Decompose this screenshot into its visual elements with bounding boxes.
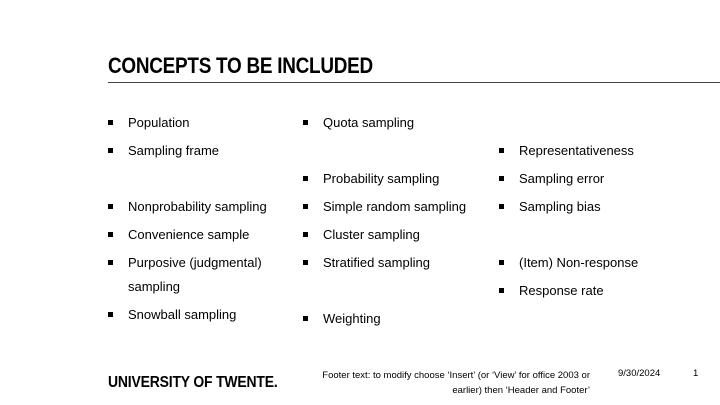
bullet-icon [108, 312, 113, 317]
slide-title: CONCEPTS TO BE INCLUDED [108, 53, 373, 78]
bullet-icon [499, 176, 504, 181]
list-item-label: Snowball sampling [128, 307, 237, 322]
bullet-icon [303, 232, 308, 237]
bullet-icon [499, 288, 504, 293]
list-item-label: Probability sampling [323, 171, 440, 186]
list-item-label: Quota sampling [323, 115, 415, 130]
bullet-icon [108, 148, 113, 153]
page-number: 1 [693, 368, 699, 379]
university-logo: UNIVERSITY OF TWENTE. [108, 374, 278, 391]
bullet-icon [499, 148, 504, 153]
bullet-icon [303, 204, 308, 209]
list-item-label: Weighting [323, 311, 381, 326]
footer-date: 9/30/2024 [618, 368, 661, 379]
footer-text [322, 368, 590, 398]
bullet-icon [303, 176, 308, 181]
list-item-label: Purposive (judgmental) [128, 255, 262, 270]
list-item-label: Simple random sampling [323, 199, 467, 214]
list-item-label: Convenience sample [128, 227, 250, 242]
list-item-label: Response rate [519, 283, 604, 298]
list-item-label: Cluster sampling [323, 227, 420, 242]
bullet-icon [303, 120, 308, 125]
footer-text-line: Footer text: to modify choose ‘Insert’ (or ‘View’ for office 2003 or [322, 370, 590, 381]
list-item-label: Nonprobability sampling [128, 199, 267, 214]
bullet-icon [108, 232, 113, 237]
title-divider [108, 82, 720, 83]
list-item-label: Sampling error [519, 171, 605, 186]
list-item-label: Population [128, 115, 190, 130]
list-item-label: Stratified sampling [323, 255, 430, 270]
bullet-icon [499, 260, 504, 265]
bullet-icon [108, 120, 113, 125]
list-item-label: Sampling bias [519, 199, 601, 214]
list-item-label: Sampling frame [128, 143, 220, 158]
bullet-icon [108, 260, 113, 265]
list-item-label: sampling [128, 279, 181, 294]
bullet-icon [303, 316, 308, 321]
list-item-label: (Item) Non-response [519, 255, 639, 270]
list-item-label: Representativeness [519, 143, 634, 158]
bullet-icon [108, 204, 113, 209]
bullet-icon [303, 260, 308, 265]
bullet-icon [499, 204, 504, 209]
footer-text-line: earlier) then ‘Header and Footer’ [452, 385, 590, 396]
